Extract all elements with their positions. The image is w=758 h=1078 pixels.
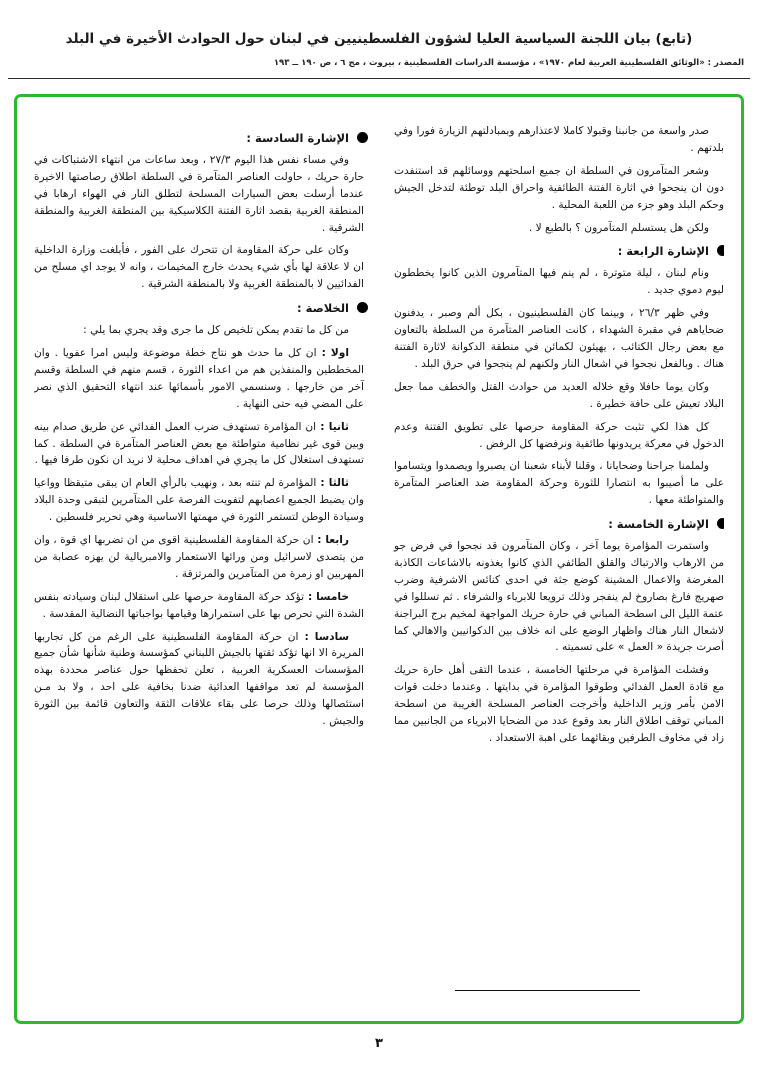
paragraph: واستمرت المؤامرة يوما آخر ، وكان المتآمرون قد نجحوا في فرض جو من الارهاب والارتباك والقلق الطائفي الذي كانوا يغذونه بالاشاعات الكاذبة المغرضة والاعمال المشينة كوضع جثة في احدى كنائس الاشرفية وضرب صهريج فارغ بصاروخ لم ينفجر وذلك ترويعا للابرياء والشرفاء . ثم تسللوا في عتمة الليل الى اسطحة المباني في حارة حريك المواجهة لمخيم برج البراجنة لاشعال النار هناك واظهار الوضع على انه خلاف بين الدكوانيين والاهالي كما أصرت جريدة « العمل » على تسميته . — [394, 540, 724, 654]
paragraph-lead: ثالثا : — [316, 477, 349, 490]
paragraph: وفي مساء نفس هذا اليوم ٢٧/٣ ، وبعد ساعات من انتهاء الاشتباكات في حارة حريك ، حاولت العناصر المتآمرة في السلطة اطلاق رصاصتها الاخيرة عندما أرسلت بعض السيارات المسلحة لتطلق النار في الهواء ارهابا في المنطقة الغربية بقصد اثارة الفتنة الكلاسيكية بين المنطقة الغربية والمنطقة الشرقية . — [34, 153, 364, 234]
bullet-icon — [717, 245, 724, 256]
paragraph: كل هذا لكي تثبت حركة المقاومة حرصها على تطويق الفتنة وعدم الدخول في معركة يريدونها طائفية ونرفضها كل الرفض . — [394, 420, 724, 450]
section-title: الخلاصة : — [297, 301, 349, 316]
source-line: المصدر : «الوثائق الفلسطينية العربية لعام ١٩٧٠» ، مؤسسة الدراسات الفلسطينية ، بيروت ، مج ٦ ، ص ١٩٠ ــ ١٩٣ — [273, 57, 744, 68]
two-column-text — [34, 123, 724, 1009]
paragraph-lead: سادسا : — [298, 630, 350, 643]
paragraph: صدر واسعة من جانبنا وقبولا كاملا لاعتذارهم وبمبادلتهم الزيارة فورا وفي بلدتهم . — [394, 125, 724, 154]
column-right — [394, 123, 724, 1009]
paragraph: وشعر المتآمرون في السلطة ان جميع اسلحتهم ووسائلهم قد استنفدت دون ان ينجحوا في اثارة الفتنة الطائفية واحراق البلد توطئة لتدخل الجيش وحكم البلد وهو جزء من اللعبة المحلية . — [394, 164, 724, 211]
paragraph: ونام لبنان ، ليلة متوترة ، لم ينم فيها المتآمرون الذين كانوا يخططون ليوم دموي جديد . — [394, 267, 724, 297]
paragraph: وكان على حركة المقاومة ان تتحرك على الفور ، فأبلغت وزارة الداخلية ان لا علاقة لها بأي شيء يحدث خارج المخيمات ، وانه لا يوجد اي مسلح من الفدائيين لا بالمنطقة الغربية ولا بالمنطقة الشرقية . — [34, 244, 364, 291]
paragraph: ولكن هل يستسلم المتآمرون ؟ بالطبع لا . — [528, 221, 709, 234]
page-header — [0, 0, 758, 68]
end-of-text-divider — [455, 990, 640, 991]
section-title: الإشارة الرابعة : — [617, 244, 709, 259]
bullet-icon — [357, 302, 368, 313]
paragraph: رابعا : ان حركة المقاومة الفلسطينية اقوى من ان تضربها اي قوة ، وان من يتصدى لاسرائيل ومن ورائها الاستعمار والامبريالية لن يهزه عصابة من المهربين او زمرة من المتآمرين والمرتزقة . — [34, 534, 364, 580]
paragraph: ثالثا : المؤامرة لم تنته بعد ، ونهيب بالرأي العام ان يبقى متيقظا وواعيا وان يضبط الجميع اعصابهم لتفويت الفرصة على المتآمرين لتبقى وحدة البلاد وسيادة الوطن لتستمر الثورة في مهمتها الاساسية وهي تحرير فلسطين . — [34, 477, 364, 524]
bullet-icon — [357, 132, 368, 143]
header-divider — [8, 78, 750, 79]
paragraph: خامسا : تؤكد حركة المقاومة حرصها على استقلال لبنان وسيادته بنفس الشدة التي تحرص بها على استمرارها وقيامها بواجباتها النضالية المقدسة . — [34, 590, 364, 620]
paragraph-lead: ثانيا : — [316, 420, 349, 433]
bullet-icon — [717, 518, 724, 529]
section-heading — [34, 130, 364, 147]
paragraph: وفشلت المؤامرة في مرحلتها الخامسة ، عندما التقى أهل حارة حريك مع قادة العمل الفدائي وطوقوا المؤامرة في بدايتها . وعندما دخلت قوات الامن بأمر وزير الداخلية وأخرجت العناصر المسلحة الغريبة من اسطحة المباني توقف اطلاق النار بعد وقوع عدد من الضحايا الابرياء من الجانبين مما زاد في مخاوف الطرفين وبقائهما على اهبة الاستعداد . — [394, 664, 724, 744]
section-title: الإشارة الخامسة : — [608, 517, 709, 532]
paragraph: اولا : ان كل ما حدث هو نتاج خطة موضوعة وليس امرا عفويا . وان المخططين والمنفذين هم من اعداء الثورة ، قسم منهم في السلطة وقسم آخر من خارجها . وسنسمي الامور بأسمائها عند انتهاء التحقيق الذي نصر على المضي فيه حتى النهاية . — [34, 346, 364, 410]
paragraph-lead: خامسا : — [304, 590, 350, 603]
paragraph: ثانيا : ان المؤامرة تستهدف ضرب العمل الفدائي عن طريق صدام بينه وبين قوى غير نظامية متواطئة مع بعض العناصر المتآمرة في السلطة . كما تستهدف استغلال كل ما يجري في اهداف محلية لا نريد ان نكون طرفا فيها . — [34, 420, 364, 467]
section-heading — [34, 300, 364, 317]
content-frame — [14, 94, 744, 1024]
section-heading — [394, 243, 724, 260]
document-title: (تابع) بيان اللجنة السياسية العليا لشؤون الفلسطينيين في لبنان حول الحوادث الأخيرة في البلد — [65, 31, 693, 47]
paragraph: من كل ما تقدم يمكن تلخيص كل ما جرى وقد يجري بما يلي : — [83, 324, 349, 337]
paragraph: وكان يوما حافلا وقع خلاله العديد من حوادث القتل والخطف مما جعل البلاد تعيش على حافة خطيرة . — [394, 380, 724, 410]
paragraph: سادسا : ان حركة المقاومة الفلسطينية على الرغم من كل تجاربها المريرة الا انها تؤكد ثقتها بالجيش اللبناني كمؤسسة وطنية شأنها شأن جميع المؤسسات العسكرية العربية ، تعلن تحفظها حول عناصر محددة بهذه المؤسسة لم تعد مواقفها العدائية ضدنا بخافية على احد ، ولا بد مـن استئصالها وذلك حرصا على بقاء علاقات الثقة والتعاون قائمة بين الثورة والجيش . — [34, 630, 364, 728]
paragraph: ولملمنا جراحنا وضحايانا ، وقلنا لأبناء شعبنا ان يصبروا ويصمدوا ويتساموا على ما أصيبوا به انتصارا للثورة وحركة المقاومة ضد العناصر المتآمرة والمتواطئة معها . — [394, 460, 724, 507]
page-number: ٣ — [375, 1036, 383, 1051]
section-heading — [394, 516, 724, 533]
section-title: الإشارة السادسة : — [246, 131, 349, 145]
column-left — [34, 123, 364, 1009]
paragraph-lead: رابعا : — [313, 534, 349, 547]
paragraph: وفي ظهر ٢٦/٣ ، وبينما كان الفلسطينيون ، بكل ألم وصبر ، يدفنون ضحاياهم في مقبرة الشهداء ، كانت العناصر المتآمرة من السلطة بالتعاون مع بعض رجال الكتائب ، يهيئون لكمائن في منطقة الدكوانة لاثارة الفتنة هناك . وبالفعل نجحوا في اشعال النار ولكنهم لم ينجحوا في حرق البلد . — [394, 307, 724, 370]
paragraph-lead: اولا : — [316, 346, 350, 359]
